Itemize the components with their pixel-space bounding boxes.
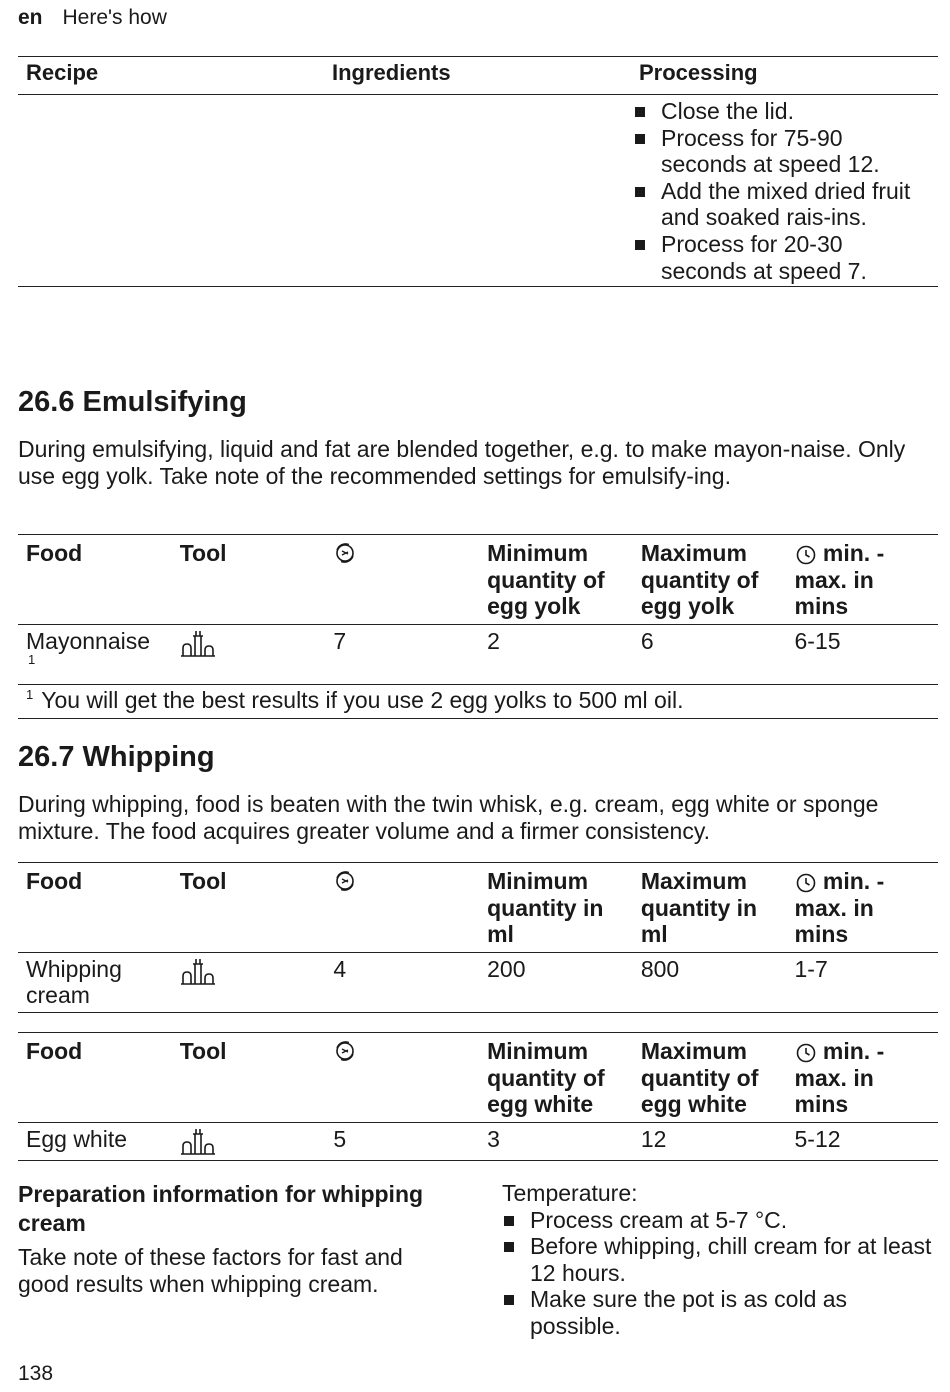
footnote-ref: 1 [28,652,36,668]
max-cell: 6 [640,627,654,654]
max-cell: 12 [633,1122,787,1160]
col-food: Food [18,863,172,953]
table-row [18,1122,938,1160]
recipe-cell [18,95,324,287]
col-tool: Tool [172,1033,326,1123]
table-header [18,535,938,625]
ingredients-cell [324,95,631,287]
min-cell: 200 [479,952,633,1012]
col-max: Maximum quantity in ml [633,863,787,953]
speed-cell: 4 [325,952,479,1012]
time-cell: 1-7 [787,952,938,1012]
time-header-text: min. - max. in mins [794,540,885,620]
speed-dial-icon [333,541,357,565]
prep-heading: Preparation information for whipping cream [18,1181,424,1236]
col-recipe: Recipe [18,57,324,95]
whipping-heading: 26.7 Whipping [18,741,215,773]
table-header [18,1033,938,1123]
tool-cell [172,1122,326,1160]
col-time [787,535,938,625]
time-header-text: min. - max. in mins [794,868,885,948]
twin-whisk-icon [180,956,216,986]
col-time [787,1033,938,1123]
list-item: Before whipping, chill cream for at least 12 hours. [502,1233,938,1286]
food-value: Mayonnaise [26,627,151,654]
col-tool: Tool [172,535,326,625]
list-item: Process for 20-30 seconds at speed 7. [633,231,930,284]
food-cell: Egg white [18,1122,172,1160]
col-min: Minimum quantity of egg yolk [479,535,633,625]
emulsifying-table [18,534,938,682]
emulsifying-heading: 26.6 Emulsifying [18,386,247,418]
temperature-section [502,1180,938,1340]
timer-icon [795,871,817,893]
table-header [18,863,938,953]
col-speed [325,1033,479,1123]
list-item: Make sure the pot is as cold as possible. [502,1286,938,1339]
recipe-table-header [18,57,938,95]
whipping-cream-table [18,862,938,1013]
speed-dial-icon [333,1039,357,1063]
time-header-text: min. - max. in mins [794,1038,885,1118]
recipe-table [18,56,938,287]
list-item: Process for 75-90 seconds at speed 12. [633,125,930,178]
timer-icon [795,1041,817,1063]
list-item: Close the lid. [633,98,930,125]
tool-cell [172,952,326,1012]
section-title: Here's how [62,6,167,29]
timer-icon [795,543,817,565]
prep-text: Take note of these factors for fast and good results when whipping cream. [18,1244,403,1297]
temperature-label: Temperature: [502,1180,638,1206]
footnote-text: You will get the best results if you use 2 egg yolks to 500 ml oil. [41,687,684,713]
food-cell [18,624,172,682]
col-time [787,863,938,953]
max-cell: 800 [633,952,787,1012]
col-food: Food [18,535,172,625]
col-speed [325,863,479,953]
twin-whisk-icon [180,628,216,658]
time-cell: 5-12 [787,1122,938,1160]
col-max: Maximum quantity of egg white [633,1033,787,1123]
egg-white-table [18,1032,938,1161]
col-food: Food [18,1033,172,1123]
tool-cell [172,624,326,682]
min-cell: 3 [479,1122,633,1160]
min-cell: 2 [487,627,500,654]
list-item: Process cream at 5-7 °C. [502,1207,938,1234]
col-min: Minimum quantity in ml [479,863,633,953]
speed-cell: 5 [325,1122,479,1160]
processing-steps [633,98,930,284]
table-row [18,624,938,682]
col-ingredients: Ingredients [324,57,631,95]
speed-dial-icon [333,869,357,893]
col-speed [325,535,479,625]
col-processing: Processing [631,57,938,95]
page-number: 138 [18,1362,54,1385]
table-row [18,952,938,1012]
page-header [18,6,167,30]
temperature-list [502,1207,938,1340]
table-row [18,95,938,287]
footnote-number: 1 [26,687,34,702]
language-code: en [18,6,43,29]
time-cell: 6-15 [794,627,841,654]
processing-cell [631,95,938,287]
col-tool: Tool [172,863,326,953]
twin-whisk-icon [180,1126,216,1156]
col-max: Maximum quantity of egg yolk [633,535,787,625]
whipping-body: During whipping, food is beaten with the twin whisk, e.g. cream, egg white or sponge mixture. The food acquires greater volume and a firmer consistency. [18,791,879,844]
col-min: Minimum quantity of egg white [479,1033,633,1123]
food-cell: Whipping cream [18,952,172,1012]
list-item: Add the mixed dried fruit and soaked rais-ins. [633,178,930,231]
speed-cell: 7 [333,627,347,654]
footnote [18,684,938,719]
emulsifying-body: During emulsifying, liquid and fat are blended together, e.g. to make mayon-naise. Only use egg yolk. Take note of the recommended settings for emulsify-ing. [18,436,906,489]
